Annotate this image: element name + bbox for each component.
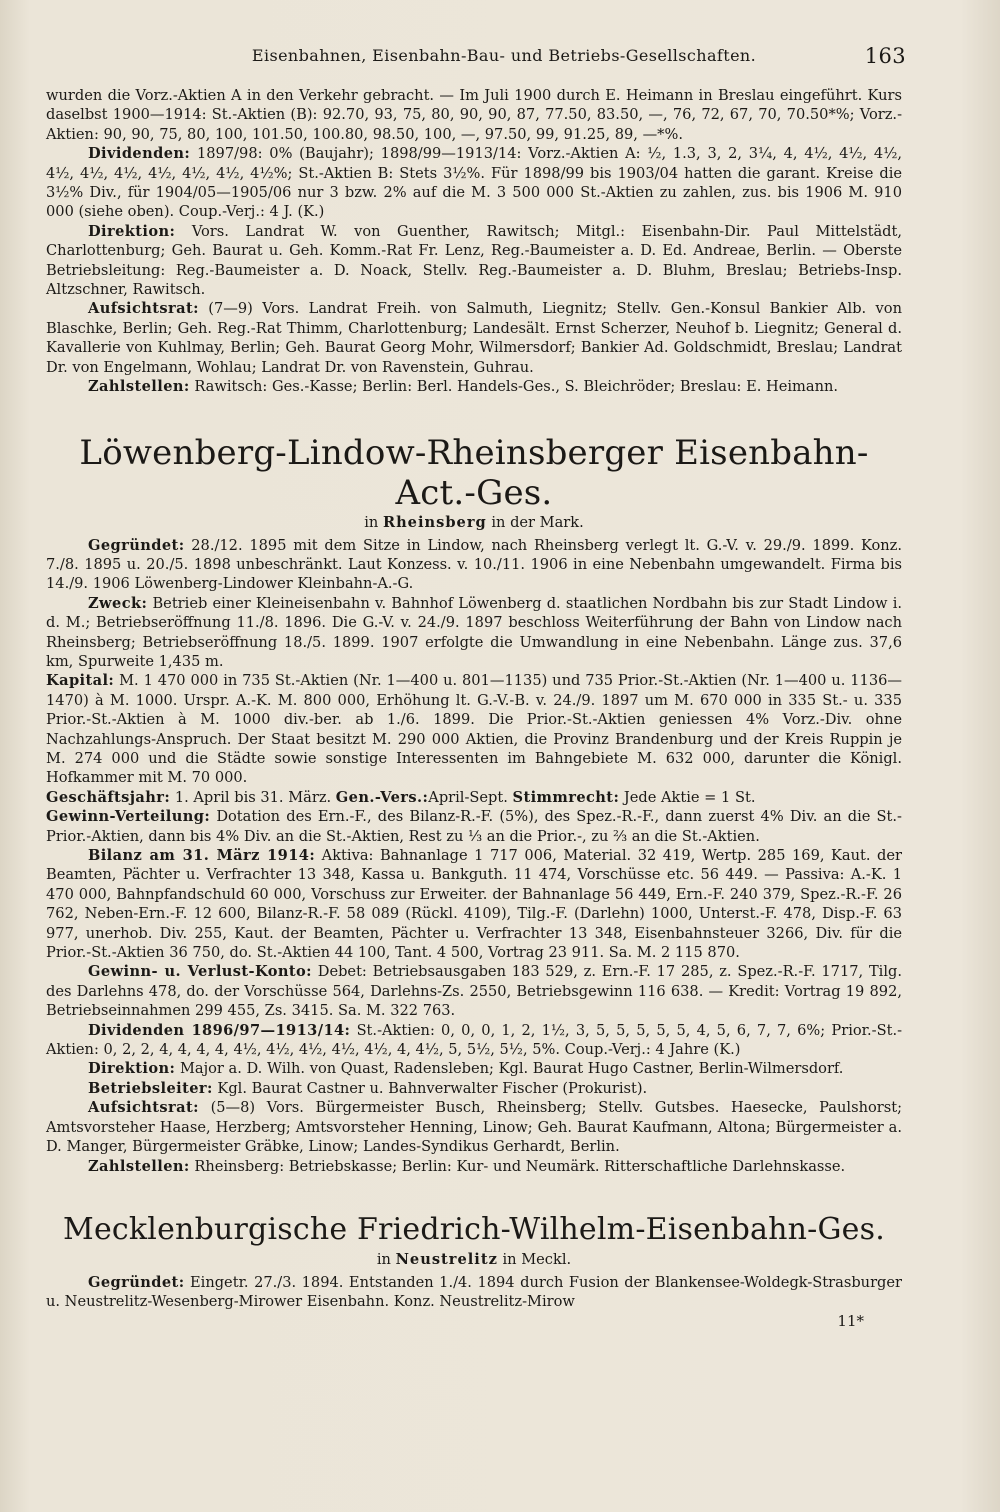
fiscal-year-label: Geschäftsjahr: [46, 788, 171, 806]
mecklenburg-founded [46, 1273, 902, 1312]
operations-manager [46, 1079, 902, 1098]
balance-sheet-text: Aktiva: Bahnanlage 1 717 006, Material. 32 419, Wertp. 285 169, Kaut. der Beamten, Pächter u. Verfrachter 13 348, Kassa u. Bankguth. 11 474, Vorschüsse etc. 56 449. — Passiva: A.-K. 1 470 000, Bahnpfandschuld 60 000, Vorschuss zur Erweiter. der Bahnanlage 56 449, Ern.-F. 240 379, Spez.-R.-F. 26 762, Neben-Ern.-F. 12 600, Bilanz-R.-F. 58 089 (Rückl. 4109), Tilg.-F. (Darlehn) 1000, Unterst.-F. 478, Disp.-F. 63 977, unerhob. Div. 255, Kaut. der Beamten, Pächter u. Verfrachter 13 348, Eisenbahnsteuer 3266, Div. für die Prior.-St.-Aktien 36 750, do. St.-Aktien 44 100, Tant. 4 500, Vortrag 23 911. Sa. M. 2 115 870. [46, 847, 903, 962]
company-title-mecklenburg: Mecklenburgische Friedrich-Wilhelm-Eisenbahn-Ges. [63, 1211, 885, 1247]
running-title: Eisenbahnen, Eisenbahn-Bau- und Betriebs-Gesellschaften. [251, 46, 757, 65]
profit-loss-label: Gewinn- u. Verlust-Konto: [88, 963, 312, 981]
prev-direction-label: Direktion: [88, 222, 176, 240]
operations-manager-label: Betriebsleiter: [88, 1079, 213, 1097]
loc-city: Neustrelitz [395, 1250, 498, 1268]
loc-pre: in [376, 1250, 391, 1268]
founded [46, 536, 902, 594]
prev-supervisory-label: Aufsichtsrat: [88, 300, 199, 318]
profit-loss-text: Debet: Betriebsausgaben 183 529, z. Ern.-F. 17 285, z. Spez.-R.-F. 1717, Tilg. des Darlehns 478, do. der Vorschüsse 564, Darlehns-Zs. 2550, Betriebsgewinn 116 638. — Kredit: Vortrag 19 892, Betriebseinnahmen 299 455, Zs. 3415. Sa. M. 322 763. [46, 963, 903, 1020]
purpose [46, 594, 902, 672]
loc-pre: in [364, 513, 379, 531]
general-meeting-text: April-Sept. [428, 788, 508, 806]
dividends [46, 1021, 902, 1060]
balance-sheet-label: Bilanz am 31. März 1914: [88, 847, 316, 864]
company-title-lowenberg: Löwenberg-Lindow-Rheinsberger Eisenbahn-Act.-Ges. [79, 432, 869, 513]
capital-text: M. 1 470 000 in 735 St.-Aktien (Nr. 1—400 u. 801—1135) und 735 Prior.-St.-Aktien (Nr. 1—400 u. 1136—1470) à M. 1000. Urspr. A.-K. M. 800 000, Erhöhung lt. G.-V.-B. v. 24./9. 1897 um M. 670 000 in 335 St.- u. 335 Prior.-St.-Aktien à M. 1000 div.-ber. ab 1./6. 1899. Die Prior.-St.-Aktien geniessen 4% Vorz.-Div. ohne Nachzahlungs-Anspruch. Der Staat besitzt M. 290 000 Aktien, die Provinz Brandenburg und der Kreis Ruppin je M. 274 000 und die Städte sowie sonstige Interessenten im Bahngebiete M. 632 000, darunter die Königl. Hofkammer mit M. 70 000. [46, 672, 903, 787]
prev-paying-agents-text: Rawitsch: Ges.-Kasse; Berlin: Berl. Handels-Ges., S. Bleichröder; Breslau: E. Heimann. [194, 378, 839, 396]
voting-right-text: Jede Aktie = 1 St. [623, 788, 756, 806]
loc-post: in Meckl. [502, 1250, 572, 1268]
supervisory-board-text: (5—8) Vors. Bürgermeister Busch, Rheinsberg; Stellv. Gutsbes. Haesecke, Paulshorst; Amtsvorsteher Haase, Herzberg; Amtsvorsteher Henning, Linow; Geh. Baurat Kaufmann, Altona; Bürgermeister a. D. Manger, Bürgermeister Gräbke, Linow; Landes-Syndikus Gerhardt, Berlin. [46, 1099, 903, 1156]
fiscal-year-text: 1. April bis 31. März. [174, 788, 332, 806]
general-meeting-label: Gen.-Vers.: [335, 788, 429, 806]
paying-agents-label: Zahlstellen: [88, 1157, 190, 1175]
capital-label: Kapital: [46, 672, 115, 690]
company-location-mecklenburg [46, 1250, 902, 1269]
prev-dividends-label: Dividenden: [88, 145, 191, 163]
supervisory-board [46, 1098, 902, 1156]
dividends-label: Dividenden 1896/97—1913/14: [88, 1021, 351, 1039]
capital [46, 671, 902, 787]
prev-direction [46, 222, 902, 300]
purpose-label: Zweck: [88, 594, 148, 612]
dividends-text: St.-Aktien: 0, 0, 0, 1, 2, 1½, 3, 5, 5, 5, 5, 5, 4, 5, 6, 7, 7, 6%; Prior.-St.-Aktien: 0, 2, 2, 4, 4, 4, 4, 4½, 4½, 4½, 4½, 4½, 4, 4½, 5, 5½, 5½, 5%. Coup.-Verj.: 4 Jahre (K.) [46, 1021, 903, 1059]
prev-supervisory-board [46, 299, 902, 377]
page-number: 163 [864, 44, 906, 68]
supervisory-board-label: Aufsichtsrat: [88, 1099, 199, 1117]
loc-city: Rheinsberg [382, 513, 487, 531]
prev-paying-agents [46, 377, 902, 396]
prev-dividends [46, 144, 902, 222]
voting-right-label: Stimmrecht: [512, 788, 620, 806]
balance-sheet [46, 846, 902, 962]
prev-dividends-text: 1897/98: 0% (Baujahr); 1898/99—1913/14: Vorz.-Aktien A: ½, 1.3, 3, 2, 3¼, 4, 4½, 4½, 4½, 4½, 4½, 4½, 4½, 4½, 4½, 4½%; St.-Aktien B: Stets 3½%. Für 1898/99 bis 1903/04 hatten die garant. Kreise die 3½% Div., für 1904/05—1905/06 nur 3 bzw. 2% auf die M. 3 500 000 St.-Aktien zu zahlen, zus. bis 1906 M. 910 000 (siehe oben). Coup.-Verj.: 4 J. (K.) [46, 145, 902, 221]
company-location-lowenberg [46, 513, 902, 532]
paying-agents [46, 1157, 902, 1176]
purpose-text: Betrieb einer Kleineisenbahn v. Bahnhof Löwenberg d. staatlichen Nordbahn bis zur Stadt Lindow i. d. M.; Betriebseröffnung 11./8. 1896. Die G.-V. v. 24./9. 1897 beschloss Weiterführung der Bahn von Lindow nach Rheinsberg; Betriebseröffnung 18./5. 1899. 1907 erfolgte die Umwandlung in eine Nebenbahn. Länge zus. 37,6 km, Spurweite 1,435 m. [46, 594, 903, 670]
page-header [46, 42, 906, 86]
sheet-signature: 11* [837, 1311, 864, 1330]
mecklenburg-founded-text: Eingetr. 27./3. 1894. Entstanden 1./4. 1894 durch Fusion der Blankensee-Woldegk-Strasburger u. Neustrelitz-Wesenberg-Mirower Eisenbahn. Konz. Neustrelitz-Mirow [46, 1273, 903, 1311]
operations-manager-text: Kgl. Baurat Castner u. Bahnverwalter Fischer (Prokurist). [217, 1079, 648, 1097]
paying-agents-text: Rheinsberg: Betriebskasse; Berlin: Kur- und Neumärk. Ritterschaftliche Darlehnskasse. [194, 1157, 846, 1175]
founded-text: 28./12. 1895 mit dem Sitze in Lindow, nach Rheinsberg verlegt lt. G.-V. v. 29./9. 1899. Konz. 7./8. 1895 u. 20./5. 1898 unbeschränkt. Laut Konzess. v. 10./11. 1906 in eine Nebenbahn umgewandelt. Firma bis 14./9. 1906 Löwenberg-Lindower Kleinbahn-A.-G. [46, 536, 902, 593]
mecklenburg-founded-label: Gegründet: [88, 1273, 185, 1291]
fiscal-year [46, 788, 902, 807]
profit-distribution [46, 807, 902, 846]
prev-supervisory-text: (7—9) Vors. Landrat Freih. von Salmuth, Liegnitz; Stellv. Gen.-Konsul Bankier Alb. von Blaschke, Berlin; Geh. Reg.-Rat Thimm, Charlottenburg; Landesält. Ernst Scherzer, Neuhof b. Liegnitz; General d. Kavallerie von Kuhlmay, Berlin; Geh. Baurat Georg Mohr, Wilmersdorf; Bankier Ad. Goldschmidt, Breslau; Landrat Dr. von Engelmann, Wohlau; Landrat Dr. von Ravenstein, Guhrau. [46, 300, 902, 376]
profit-distribution-label: Gewinn-Verteilung: [46, 808, 211, 826]
profit-loss-account [46, 962, 902, 1020]
direction [46, 1059, 902, 1078]
founded-label: Gegründet: [88, 536, 185, 554]
prev-paying-agents-label: Zahlstellen: [88, 378, 190, 396]
profit-distribution-text: Dotation des Ern.-F., des Bilanz-R.-F. (5%), des Spez.-R.-F., dann zuerst 4% Div. an die St.-Prior.-Aktien, dann bis 4% Div. an die St.-Aktien, Rest zu ⅓ an die Prior.-, zu ⅔ an die St.-Aktien. [46, 808, 902, 845]
loc-post: in der Mark. [491, 513, 584, 531]
prev-direction-text: Vors. Landrat W. von Guenther, Rawitsch; Mitgl.: Eisenbahn-Dir. Paul Mittelstädt, Charlottenburg; Geh. Baurat u. Geh. Komm.-Rat Fr. Lenz, Reg.-Baumeister a. D. Ed. Andreae, Berlin. — Oberste Betriebsleitung: Reg.-Baumeister a. D. Noack, Stellv. Reg.-Baumeister a. D. Bluhm, Breslau; Betriebs-Insp. Altzschner, Rawitsch. [46, 222, 903, 299]
direction-label: Direktion: [88, 1060, 176, 1078]
prev-intro-paragraph: wurden die Vorz.-Aktien A in den Verkehr gebracht. — Im Juli 1900 durch E. Heimann in Breslau eingeführt. Kurs daselbst 1900—1914: St.-Aktien (B): 92.70, 93, 75, 80, 90, 90, 87, 77.50, 83.50, —, 76, 72, 67, 70, 70.50*%; Vorz.-Aktien: 90, 90, 75, 80, 100, 101.50, 100.80, 98.50, 100, —, 97.50, 99, 91.25, 89, —*%. [46, 87, 902, 143]
direction-text: Major a. D. Wilh. von Quast, Radensleben; Kgl. Baurat Hugo Castner, Berlin-Wilmersdorf. [179, 1060, 844, 1078]
